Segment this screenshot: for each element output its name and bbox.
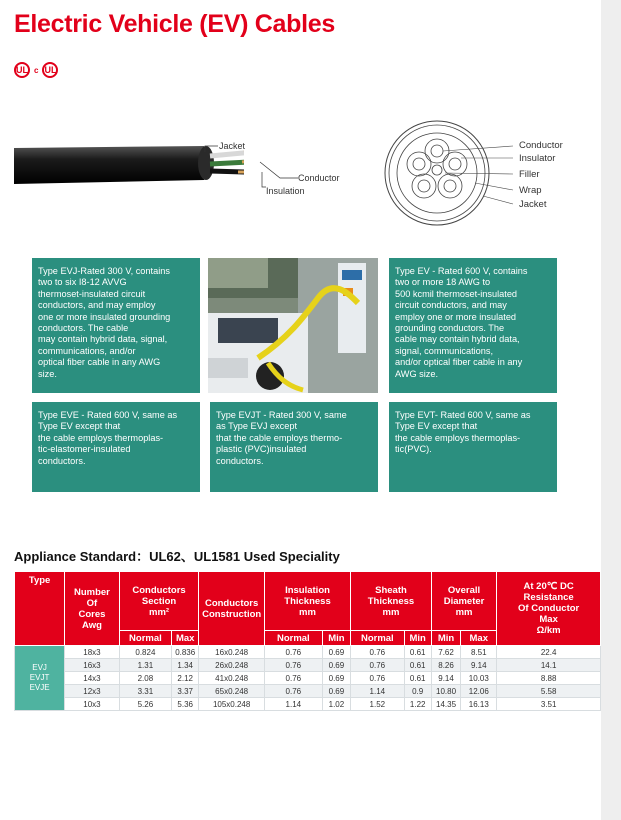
table-cell: 1.02 xyxy=(322,698,350,711)
table-cell: 14x3 xyxy=(65,672,120,685)
table-cell: 12.06 xyxy=(461,685,497,698)
label-jacket: Jacket xyxy=(219,141,246,151)
card-ev: Type EV - Rated 600 V, contains two or more 18 AWG to 500 kcmil thermoset-insulated circuit conductors, and may employ one or more insulated grounding conductors. The cable may contain hybrid data, signal, communications, and/or optical fiber cable in any AWG size. xyxy=(389,258,557,393)
table-cell: 8.26 xyxy=(431,659,460,672)
table-cell: 0.69 xyxy=(322,659,350,672)
table-cell: 16x0.248 xyxy=(199,646,265,659)
table-cell: 16x3 xyxy=(65,659,120,672)
table-cell: 0.76 xyxy=(351,659,404,672)
table-cell: 12x3 xyxy=(65,685,120,698)
table-cell: 2.12 xyxy=(172,672,199,685)
card-evt: Type EVT- Rated 600 V, same as Type EV except that the cable employs thermoplas- tic(PVC). xyxy=(389,402,557,492)
table-cell: 0.69 xyxy=(322,685,350,698)
ul-logos xyxy=(14,62,58,78)
table-cell: 3.51 xyxy=(497,698,601,711)
label-insulation: Insulation xyxy=(266,186,305,196)
table-row xyxy=(15,659,601,672)
table-cell: 105x0.248 xyxy=(199,698,265,711)
table-cell: 10.03 xyxy=(461,672,497,685)
table-cell: 22.4 xyxy=(497,646,601,659)
xs-label-conductor: Conductor xyxy=(519,140,563,151)
table-cell: 0.9 xyxy=(404,685,431,698)
th-sheath: Sheath Thickness mm xyxy=(351,572,432,631)
table-cell: 65x0.248 xyxy=(199,685,265,698)
table-cell: 9.14 xyxy=(431,672,460,685)
table-cell: 18x3 xyxy=(65,646,120,659)
table-cell: 10.80 xyxy=(431,685,460,698)
table-cell: 0.61 xyxy=(404,672,431,685)
ev-charging-photo xyxy=(208,258,378,393)
table-cell: 5.36 xyxy=(172,698,199,711)
card-eve: Type EVE - Rated 600 V, same as Type EV except that the cable employs thermoplas- tic-elastomer-insulated conductors. xyxy=(32,402,200,492)
table-cell: 0.61 xyxy=(404,646,431,659)
table-row xyxy=(15,646,601,659)
side-strip xyxy=(601,0,621,820)
table-row xyxy=(15,698,601,711)
table-cell: 1.14 xyxy=(264,698,322,711)
xs-label-insulator: Insulator xyxy=(519,153,556,164)
table-cell: 0.76 xyxy=(351,646,404,659)
table-row xyxy=(15,685,601,698)
spec-table xyxy=(14,571,601,711)
cul-logo: UL xyxy=(42,62,58,78)
table-cell: 1.14 xyxy=(351,685,404,698)
table-cell: 14.1 xyxy=(497,659,601,672)
xs-label-wrap: Wrap xyxy=(519,185,542,196)
page-title: Electric Vehicle (EV) Cables xyxy=(14,10,335,38)
th-diameter-max: Max xyxy=(461,631,497,646)
table-cell: 1.34 xyxy=(172,659,199,672)
th-type: Type xyxy=(15,572,65,646)
xs-label-filler: Filler xyxy=(519,169,540,180)
table-cell: 14.35 xyxy=(431,698,460,711)
section-title: Appliance Standard：UL62、UL1581 Used Speciality xyxy=(14,549,340,564)
table-cell: 0.824 xyxy=(119,646,171,659)
th-section-normal: Normal xyxy=(119,631,171,646)
th-cores: Number Of Cores Awg xyxy=(65,572,120,646)
th-insulation-normal: Normal xyxy=(264,631,322,646)
table-cell: 16.13 xyxy=(461,698,497,711)
table-cell: 8.88 xyxy=(497,672,601,685)
ul-logo: UL xyxy=(14,62,30,78)
table-cell: 3.31 xyxy=(119,685,171,698)
th-diameter-min: Min xyxy=(431,631,460,646)
table-cell: 26x0.248 xyxy=(199,659,265,672)
card-evjt: Type EVJT - Rated 300 V, same as Type EVJ except that the cable employs thermo- plastic (PVC)insulated conductors. xyxy=(210,402,378,492)
table-cell: 0.69 xyxy=(322,646,350,659)
table-cell: 0.76 xyxy=(264,685,322,698)
cable-cross-section xyxy=(375,118,515,228)
table-cell: 1.31 xyxy=(119,659,171,672)
type-cell: EVJ EVJT EVJE xyxy=(15,646,65,711)
th-sheath-normal: Normal xyxy=(351,631,404,646)
table-cell: 9.14 xyxy=(461,659,497,672)
table-cell: 0.76 xyxy=(351,672,404,685)
table-cell: 0.836 xyxy=(172,646,199,659)
table-cell: 0.76 xyxy=(264,659,322,672)
label-conductor: Conductor xyxy=(298,173,340,183)
table-row xyxy=(15,672,601,685)
th-section-max: Max xyxy=(172,631,199,646)
table-cell: 3.37 xyxy=(172,685,199,698)
table-cell: 0.69 xyxy=(322,672,350,685)
th-insulation: Insulation Thickness mm xyxy=(264,572,350,631)
table-cell: 10x3 xyxy=(65,698,120,711)
th-construction: Conductors Construction xyxy=(199,572,265,646)
table-cell: 0.76 xyxy=(264,646,322,659)
table-cell: 1.22 xyxy=(404,698,431,711)
table-cell: 7.62 xyxy=(431,646,460,659)
ul-c-prefix: c xyxy=(34,65,39,75)
table-cell: 41x0.248 xyxy=(199,672,265,685)
th-insulation-min: Min xyxy=(322,631,350,646)
card-evj: Type EVJ-Rated 300 V, contains two to six I8-12 AVVG thermoset-insulated circuit conductors, and may employ one or more insulated grounding conductors. The cable may contain hybrid data, signal, communications, and/or optical fiber cable in any AWG size. xyxy=(32,258,200,393)
table-cell: 5.26 xyxy=(119,698,171,711)
table-cell: 1.52 xyxy=(351,698,404,711)
xs-label-jacket: Jacket xyxy=(519,199,547,210)
th-resistance: At 20℃ DC Resistance Of Conductor Max Ω/km xyxy=(497,572,601,646)
table-cell: 8.51 xyxy=(461,646,497,659)
th-diameter: Overall Diameter mm xyxy=(431,572,496,631)
table-cell: 2.08 xyxy=(119,672,171,685)
table-cell: 0.61 xyxy=(404,659,431,672)
th-section: Conductors Section mm² xyxy=(119,572,199,631)
table-cell: 0.76 xyxy=(264,672,322,685)
table-cell: 5.58 xyxy=(497,685,601,698)
th-sheath-min: Min xyxy=(404,631,431,646)
